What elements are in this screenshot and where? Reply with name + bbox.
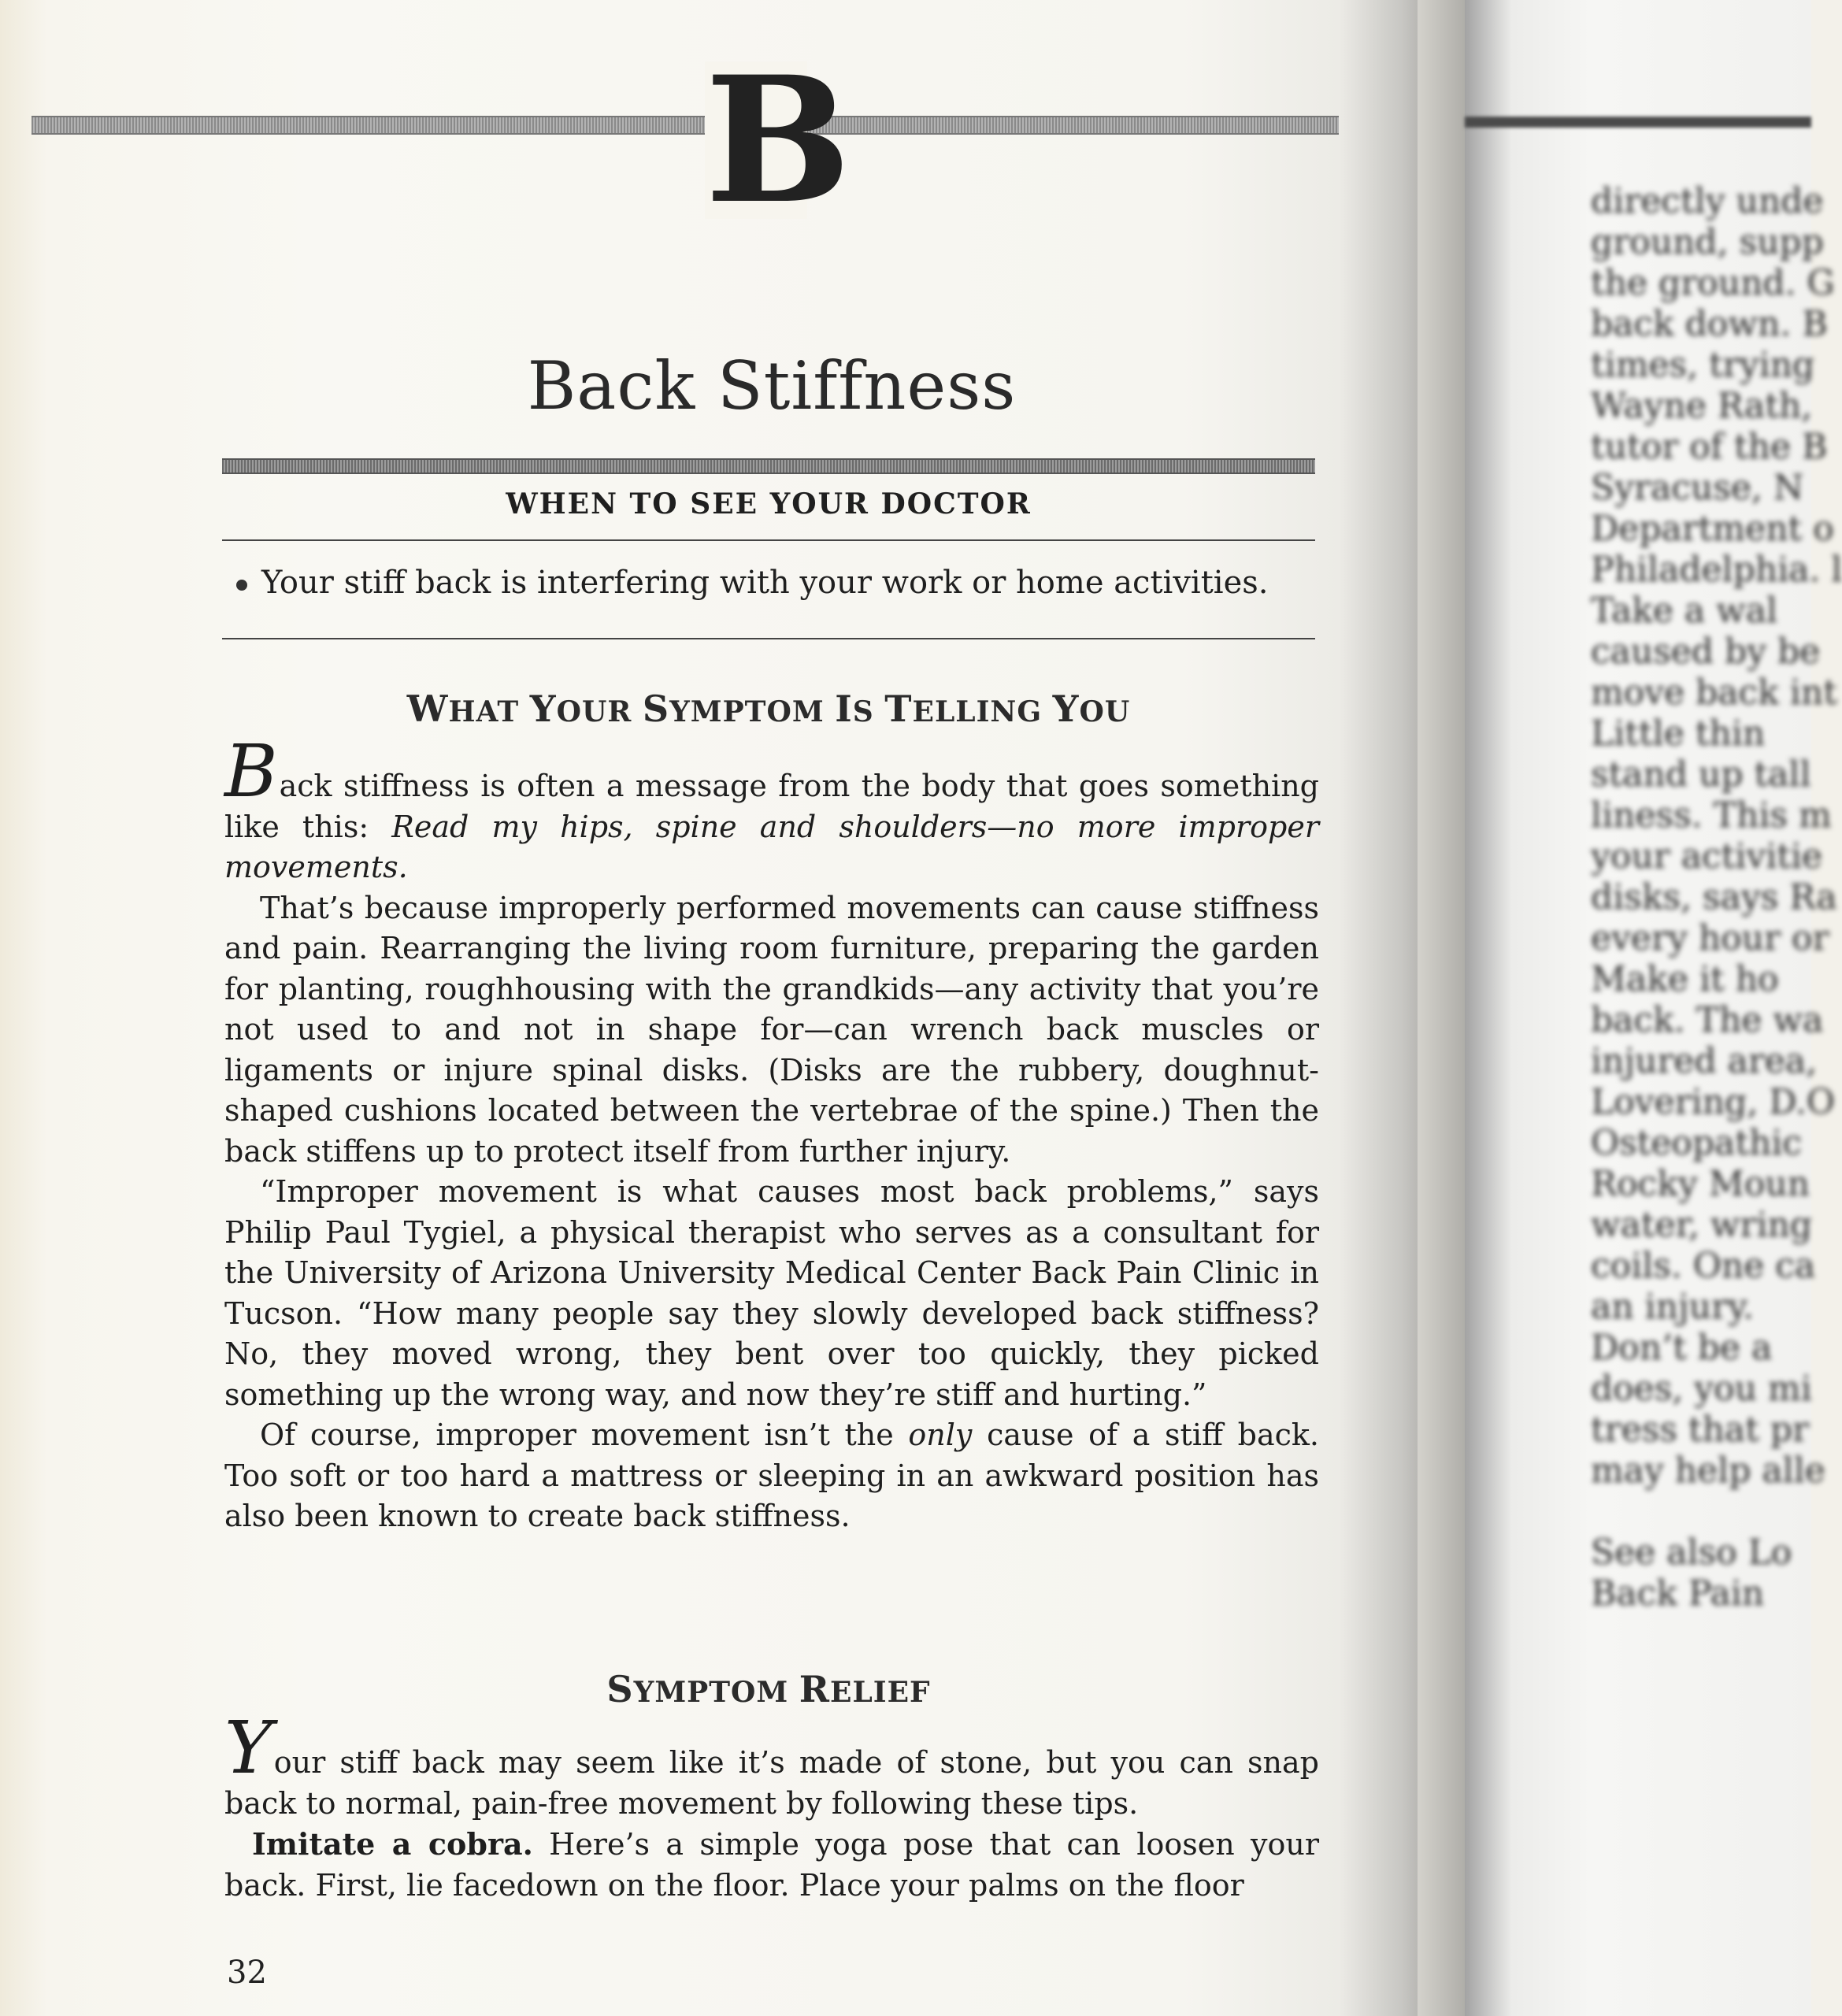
facing-page-line <box>1591 1492 1811 1532</box>
heading-part: W <box>406 687 449 730</box>
heading-part: S <box>852 695 885 728</box>
facing-page-line: coils. One ca <box>1591 1246 1816 1286</box>
heading-part: HAT <box>448 695 530 728</box>
doctor-box-bullet-text: Your stiff back is interfering with your work or home activities. <box>261 565 1269 601</box>
paragraph-text: Of course, improper movement isn’t the <box>260 1418 909 1452</box>
facing-page-line: Wayne Rath, <box>1591 386 1813 426</box>
paragraph: “Improper movement is what causes most back problems,” says Philip Paul Tygiel, a physical therapist who serves as a consultant for the University of Arizona University Medical Center Back Pain Clinic in Tucson. “How many people say they slowly developed back stiffness? No, they moved wrong, they bent over too quickly, they picked something up the wrong way, and now they’re stiff and hurting.” <box>224 1174 1319 1412</box>
facing-page-line: Take a wal <box>1591 591 1778 631</box>
heading-part: ELLING <box>912 695 1053 728</box>
heading-part: YMPTOM <box>669 695 836 728</box>
facing-page-line: move back int <box>1591 673 1837 713</box>
facing-page-line: See also Lo <box>1591 1532 1792 1573</box>
chapter-rule <box>32 116 1339 135</box>
paragraph <box>224 1824 1319 1906</box>
paragraph <box>224 1706 1319 1824</box>
paragraph-text: our stiff back may seem like it’s made of stone, but you can snap back to normal, pain-free movement by following these tips. <box>224 1745 1319 1821</box>
facing-page-line: tutor of the B <box>1591 427 1828 467</box>
chapter-letter: B <box>705 38 851 242</box>
doctor-box-bottom-rule <box>222 638 1315 639</box>
facing-page-line: may help alle <box>1591 1451 1825 1491</box>
heading-part: S <box>606 1668 634 1710</box>
facing-page-line: water, wring <box>1591 1205 1813 1245</box>
heading-part: OUR <box>556 695 643 728</box>
doctor-box-top-rule <box>222 539 1315 541</box>
facing-page-line: disks, says Ra <box>1591 877 1837 917</box>
heading-part: OU <box>1079 695 1131 728</box>
paragraph-text: Here’s a simple yoga pose that can loosen your back. First, lie facedown on the floor. Place your palms on the floor <box>224 1827 1319 1903</box>
facing-page-line: directly unde <box>1591 181 1824 221</box>
book-gutter <box>1339 0 1481 2016</box>
facing-page-line: Department o <box>1591 509 1834 549</box>
paragraph-text: cause of a stiff back. Too soft or too hard a mattress or sleeping in an awkward position has also been known to create back stiffness. <box>224 1418 1319 1533</box>
facing-page-line: does, you mi <box>1591 1369 1812 1409</box>
facing-page-line: tress that pr <box>1591 1410 1810 1450</box>
facing-page-line: Back Pain <box>1591 1573 1765 1614</box>
facing-page-line: stand up tall <box>1591 754 1811 795</box>
facing-page-line: Little thin <box>1591 713 1766 754</box>
facing-page-line: ground, supp <box>1591 222 1824 262</box>
facing-page-text <box>1591 181 1842 1614</box>
heading-part: ELIEF <box>830 1676 931 1709</box>
paragraph-italic: only <box>908 1418 973 1452</box>
heading-part: I <box>835 687 853 730</box>
facing-page-line: times, trying <box>1591 345 1815 385</box>
heading-part: S <box>642 687 670 730</box>
facing-page-line: Rocky Moun <box>1591 1164 1810 1204</box>
bullet-icon <box>236 580 247 591</box>
facing-page-line: Make it ho <box>1591 959 1779 999</box>
facing-page-line: back. The wa <box>1591 1000 1824 1040</box>
section-symptom-body <box>224 729 1319 1537</box>
paragraph: That’s because improperly performed movements can cause stiffness and pain. Rearranging the living room furniture, preparing the garden for planting, roughhousing with the grandkids—any activity that you’re not used to and not in shape for—can wrench back muscles or ligaments or injure spinal disks. (Disks are the rubbery, doughnut-shaped cushions located between the vertebrae of the spine.) Then the back stiffens up to protect itself from further injury. <box>224 890 1319 1169</box>
heading-part: R <box>799 1668 831 1710</box>
facing-page-line: your activitie <box>1591 836 1823 876</box>
facing-page-line: back down. B <box>1591 304 1828 344</box>
facing-page-line: Philadelphia. l <box>1591 550 1842 590</box>
paragraph-text: ack stiffness is often a message from the body that goes something like this: <box>224 769 1319 844</box>
facing-page-line: every hour or <box>1591 918 1829 958</box>
facing-page-line: caused by be <box>1591 632 1821 672</box>
paragraph <box>224 729 1319 888</box>
section-heading-symptom <box>222 685 1315 736</box>
facing-page-line: Lovering, D.O <box>1591 1082 1835 1122</box>
drop-cap: B <box>224 729 278 813</box>
facing-page-line: liness. This m <box>1591 795 1832 836</box>
section-heading-relief <box>222 1666 1315 1716</box>
facing-page-line: an injury. <box>1591 1287 1754 1327</box>
heading-part: Y <box>1052 687 1080 730</box>
drop-cap: Y <box>224 1706 272 1790</box>
paragraph-italic: Read my hips, spine and shoulders—no more improper movements. <box>224 809 1319 884</box>
heading-part: T <box>884 687 913 730</box>
page-number: 32 <box>227 1955 267 1991</box>
facing-page-line: the ground. G <box>1591 263 1835 303</box>
tip-lead: Imitate a cobra. <box>252 1826 533 1862</box>
facing-page-rule <box>1465 117 1811 128</box>
section-relief-body <box>224 1706 1319 1906</box>
facing-page-line: Don’t be a <box>1591 1328 1773 1368</box>
doctor-box-bullet <box>236 559 1315 606</box>
heading-part: YMPTOM <box>633 1676 799 1709</box>
doctor-box-heading: WHEN TO SEE YOUR DOCTOR <box>506 487 1032 521</box>
facing-page <box>1465 0 1842 2016</box>
paragraph <box>224 1415 1319 1537</box>
page-title: Back Stiffness <box>527 347 1017 424</box>
facing-page-line: injured area, <box>1591 1041 1818 1081</box>
heading-part: Y <box>529 687 557 730</box>
facing-page-line: Osteopathic <box>1591 1123 1802 1163</box>
facing-page-line: Syracuse, N <box>1591 468 1804 508</box>
title-rule <box>222 458 1315 474</box>
